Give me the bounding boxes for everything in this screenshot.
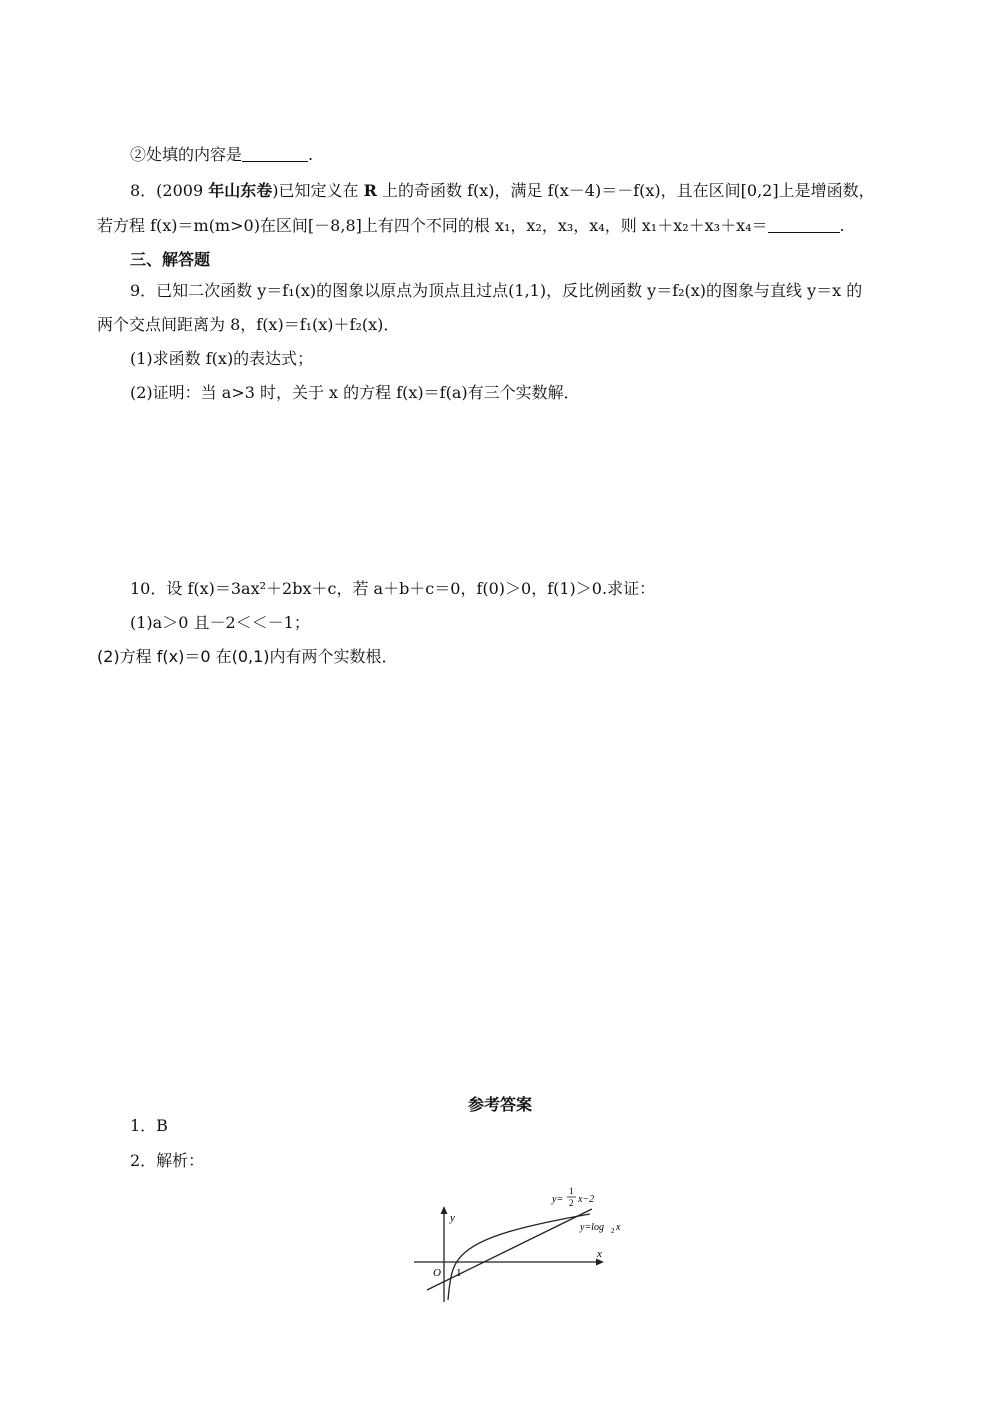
question-8-line-2: 若方程 f(x)＝m(m>0)在区间[－8,8]上有四个不同的根 x₁，x₂，x₃，x₄，则 x₁＋x₂＋x₃＋x₄＝ . [97, 216, 845, 235]
log-label-x: x [616, 1222, 621, 1233]
set-R: R [363, 181, 377, 200]
fill-prompt: ②处填的内容是 [130, 145, 243, 164]
graph-figure [400, 1180, 640, 1308]
section-heading: 三、解答题 [130, 250, 211, 269]
question-10-part-2: (2)方程 f(x)＝0 在(0,1)内有两个实数根． [97, 647, 398, 666]
question-7-blank-line: ②处填的内容是 . [130, 145, 314, 164]
answer-1: 1．B [130, 1116, 168, 1135]
question-9-part-2: (2)证明：当 a>3 时，关于 x 的方程 f(x)＝f(a)有三个实数解． [130, 383, 580, 402]
log-curve [448, 1214, 590, 1300]
answer-blank [768, 218, 840, 233]
log-label-main: y=log [580, 1222, 604, 1233]
question-8-line-1: 8．(2009 年山东卷)已知定义在 R 上的奇函数 f(x)，满足 f(x－4)＝－f(x)，且在区间[0,2]上是增函数， [130, 181, 875, 200]
source-label: 年山东卷 [208, 181, 273, 200]
question-9-part-1: (1)求函数 f(x)的表达式； [130, 349, 314, 368]
log-label-sub: 2 [611, 1227, 615, 1235]
line-label-num: 1 [569, 1186, 574, 1196]
origin-label: O [433, 1267, 441, 1279]
question-10-part-1: (1)a＞0 且－2＜＜－1； [130, 613, 310, 632]
question-10-line-1: 10．设 f(x)＝3ax²＋2bx＋c，若 a＋b＋c＝0，f(0)＞0，f(1)＞0.求证： [130, 579, 656, 598]
answer-blank [242, 147, 308, 162]
answers-title: 参考答案 [467, 1095, 532, 1114]
y-axis-label: y [450, 1212, 455, 1224]
question-9-line-1: 9．已知二次函数 y＝f₁(x)的图象以原点为顶点且过点(1,1)，反比例函数 y＝f₂(x)的图象与直线 y＝x 的 [130, 281, 863, 300]
answer-2: 2．解析： [130, 1151, 205, 1170]
line-label-prefix: y= [552, 1194, 564, 1205]
line-label-rest: x−2 [578, 1194, 595, 1205]
tick-one-label: 1 [456, 1267, 462, 1279]
line-label-den: 2 [569, 1198, 574, 1208]
y-axis-arrow [441, 1206, 448, 1214]
question-9-line-2: 两个交点间距离为 8，f(x)＝f₁(x)＋f₂(x)． [97, 315, 400, 334]
x-axis-label: x [597, 1248, 602, 1260]
